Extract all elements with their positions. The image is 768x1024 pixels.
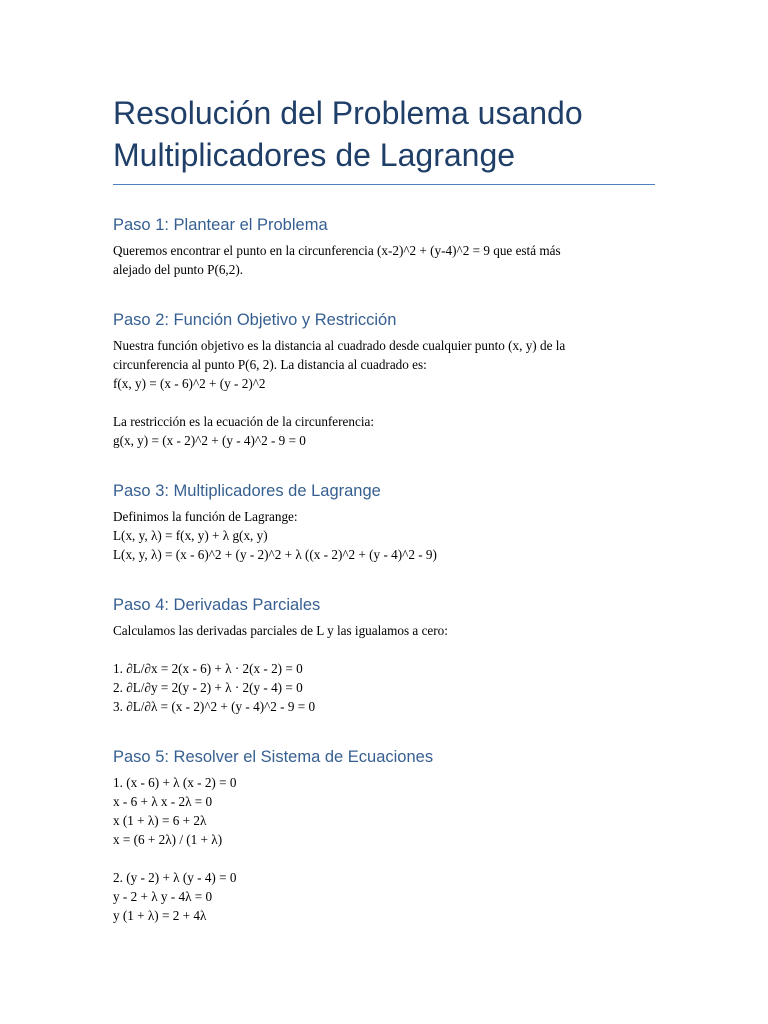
formula-line: x (1 + λ) = 6 + 2λ: [113, 813, 207, 828]
blank-line: [113, 640, 656, 659]
text-line: Definimos la función de Lagrange:: [113, 509, 298, 524]
formula-line: g(x, y) = (x - 2)^2 + (y - 4)^2 - 9 = 0: [113, 433, 306, 448]
section-heading: Paso 1: Plantear el Problema: [113, 216, 328, 234]
formula-line: x - 6 + λ x - 2λ = 0: [113, 794, 213, 809]
text-line: circunferencia al punto P(6, 2). La distancia al cuadrado es:: [113, 357, 427, 372]
section-heading: Paso 3: Multiplicadores de Lagrange: [113, 482, 381, 500]
section-step-4: [113, 595, 656, 716]
section-step-3: [113, 481, 656, 564]
text-line: Nuestra función objetivo es la distancia al cuadrado desde cualquier punto (x, y) de la: [113, 338, 566, 353]
section-step-1: [113, 215, 656, 279]
section-heading: Paso 4: Derivadas Parciales: [113, 596, 321, 614]
formula-line: 2. ∂L/∂y = 2(y - 2) + λ · 2(y - 4) = 0: [113, 680, 303, 695]
text-line: La restricción es la ecuación de la circunferencia:: [113, 414, 375, 429]
formula-line: 1. ∂L/∂x = 2(x - 6) + λ · 2(x - 2) = 0: [113, 661, 303, 676]
formula-line: 3. ∂L/∂λ = (x - 2)^2 + (y - 4)^2 - 9 = 0: [113, 699, 316, 714]
text-line: Calculamos las derivadas parciales de L y las igualamos a cero:: [113, 623, 448, 638]
document-title: Resolución del Problema usando Multiplicadores de Lagrange: [113, 92, 655, 185]
formula-line: y (1 + λ) = 2 + 4λ: [113, 908, 207, 923]
formula-line: y - 2 + λ y - 4λ = 0: [113, 889, 213, 904]
section-step-2: [113, 310, 656, 450]
section-step-5: [113, 747, 656, 925]
formula-line: x = (6 + 2λ) / (1 + λ): [113, 832, 223, 847]
blank-line: [113, 393, 656, 412]
formula-line: L(x, y, λ) = f(x, y) + λ g(x, y): [113, 528, 268, 543]
section-heading: Paso 5: Resolver el Sistema de Ecuaciones: [113, 748, 434, 766]
text-line: alejado del punto P(6,2).: [113, 262, 244, 277]
formula-line: 1. (x - 6) + λ (x - 2) = 0: [113, 775, 237, 790]
text-line: Queremos encontrar el punto en la circunferencia (x-2)^2 + (y-4)^2 = 9 que está más: [113, 243, 561, 258]
formula-line: 2. (y - 2) + λ (y - 4) = 0: [113, 870, 237, 885]
formula-line: L(x, y, λ) = (x - 6)^2 + (y - 2)^2 + λ ((x - 2)^2 + (y - 4)^2 - 9): [113, 547, 437, 562]
formula-line: f(x, y) = (x - 6)^2 + (y - 2)^2: [113, 376, 266, 391]
section-heading: Paso 2: Función Objetivo y Restricción: [113, 311, 397, 329]
blank-line: [113, 849, 656, 868]
